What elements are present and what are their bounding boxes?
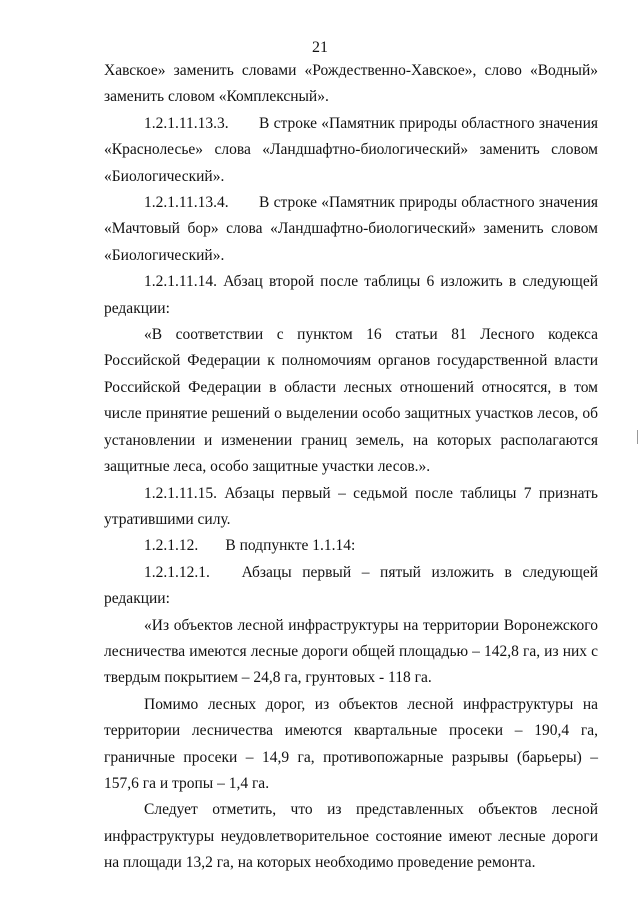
paragraph-clause-1-2-1-12-1: 1.2.1.12.1. Абзацы первый – пятый изложить в следующей редакции: <box>104 563 602 608</box>
paragraph-clause-1-2-1-11-14: 1.2.1.11.14. Абзац второй после таблицы 6 изложить в следующей редакции: <box>104 273 598 317</box>
scan-edge-mark <box>637 430 638 444</box>
paragraph-clause-1-2-1-11-13-4: 1.2.1.11.13.4. В строке «Памятник природы областного значения «Мачтовый бор» слова «Ландшафтно-биологический» заменить словом «Биологический». <box>104 194 602 264</box>
paragraph-continuation: Хавское» заменить словами «Рождественно-Хавское», слово «Водный» заменить словом «Комплексный». <box>104 62 598 106</box>
document-body <box>104 58 602 877</box>
paragraph-forest-roads: Помимо лесных дорог, из объектов лесной инфраструктуры на территории лесничества имеются квартальные просеки – 190,4 га, граничные просеки – 14,9 га, противопожарные разрывы (барьеры) – 157,6 га и тропы – 1,4 га. <box>104 695 598 792</box>
page-number: 21 <box>312 39 328 56</box>
paragraph-quoted-forest-code: «В соответствии с пунктом 16 статьи 81 Лесного кодекса Российской Федерации к полномочиям органов государственной власти Российской Федерации в области лесных отношений относятся, в том числе принятие решений о выделении особо защитных участков лесов, об установлении и изменении границ земель, на которых располагаются защитные леса, особо защитные участки лесов.». <box>104 326 598 476</box>
paragraph-quoted-infrastructure: «Из объектов лесной инфраструктуры на территории Воронежского лесничества имеются лесные дороги общей площадью – 142,8 га, из них с твердым покрытием – 24,8 га, грунтовых - 118 га. <box>104 616 598 687</box>
paragraph-road-condition: Следует отметить, что из представленных объектов лесной инфраструктуры неудовлетворительное состояние имеют лесные дороги на площади 13,2 га, на которых необходимо проведение ремонта. <box>104 801 598 872</box>
paragraph-clause-1-2-1-12: 1.2.1.12. В подпункте 1.1.14: <box>144 537 356 555</box>
paragraph-clause-1-2-1-11-13-3: 1.2.1.11.13.3. В строке «Памятник природы областного значения «Краснолесье» слова «Ландшафтно-биологический» заменить словом «Биологический». <box>104 114 602 185</box>
paragraph-clause-1-2-1-11-15: 1.2.1.11.15. Абзацы первый – седьмой после таблицы 7 признать утратившими силу. <box>104 484 598 528</box>
